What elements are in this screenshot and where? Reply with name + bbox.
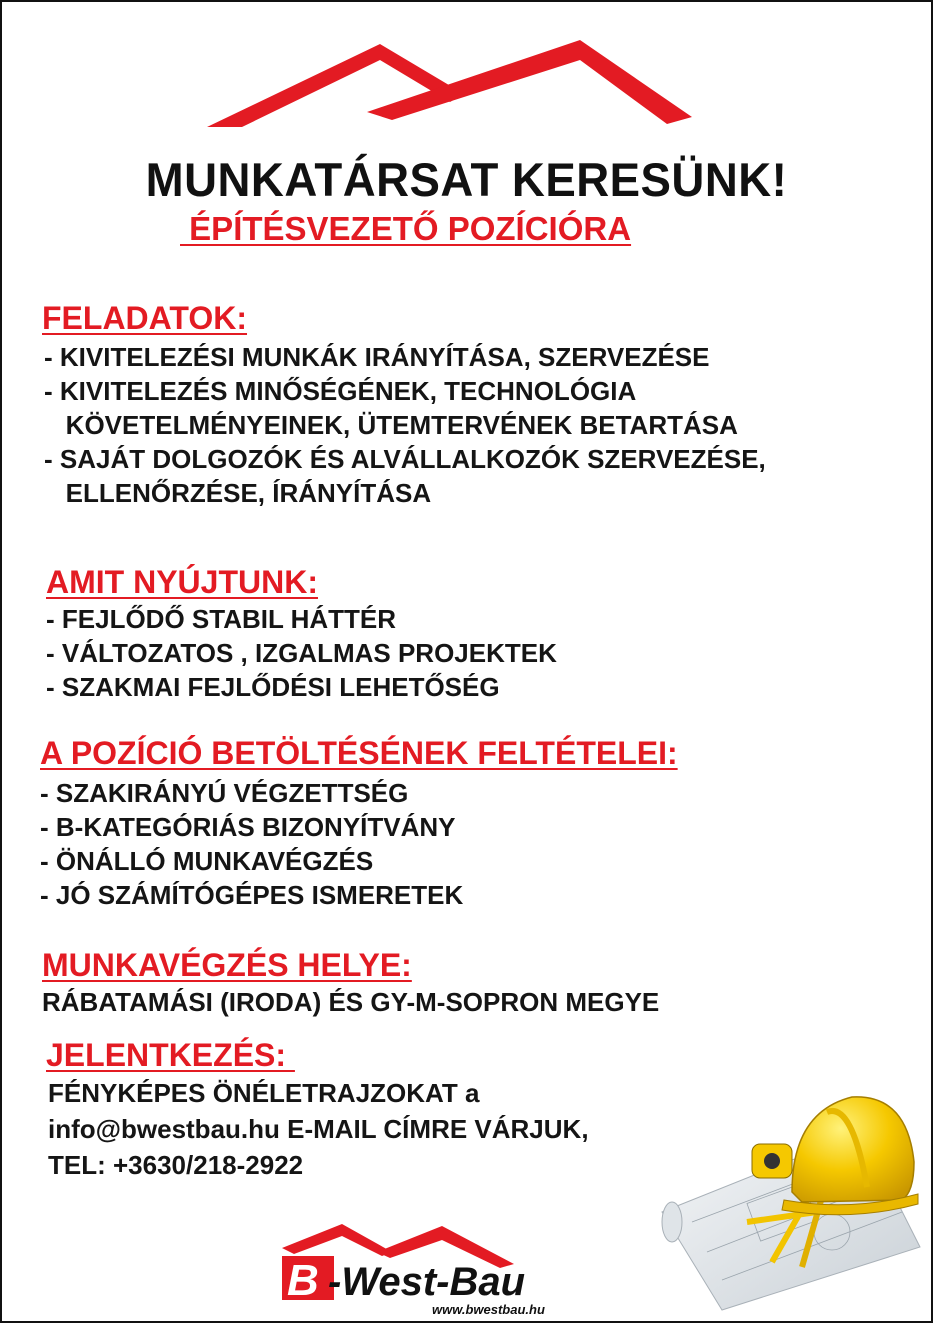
location-heading: MUNKAVÉGZÉS HELYE: (42, 947, 412, 983)
list-item: - SZAKIRÁNYÚ VÉGZETTSÉG (40, 778, 409, 808)
company-logo (282, 1222, 592, 1317)
list-item: - JÓ SZÁMÍTÓGÉPES ISMERETEK (40, 880, 464, 910)
apply-text: FÉNYKÉPES ÖNÉLETRAJZOKAT a (48, 1078, 480, 1108)
tasks-heading: FELADATOK: (42, 300, 248, 336)
contact-phone: TEL: +3630/218-2922 (48, 1150, 304, 1180)
offer-heading: AMIT NYÚJTUNK: (46, 564, 318, 600)
helmet-blueprint-illustration (652, 1072, 922, 1312)
apply-heading: JELENTKEZÉS: (46, 1037, 295, 1073)
list-item: - VÁLTOZATOS , IZGALMAS PROJEKTEK (46, 638, 557, 668)
list-item: ELLENŐRZÉSE, ÍRÁNYÍTÁSA (44, 478, 432, 508)
contact-email: info@bwestbau.hu E-MAIL CÍMRE VÁRJUK, (48, 1114, 589, 1144)
tasks-list (44, 340, 766, 510)
requirements-list (40, 776, 463, 912)
logo-name: -West-Bau (328, 1260, 526, 1304)
list-item: - FEJLŐDŐ STABIL HÁTTÉR (46, 604, 397, 634)
logo-letter: B (287, 1256, 319, 1305)
list-item: KÖVETELMÉNYEINEK, ÜTEMTERVÉNEK BETARTÁSA (44, 410, 738, 440)
offer-list (46, 602, 557, 704)
list-item: - SAJÁT DOLGOZÓK ÉS ALVÁLLALKOZÓK SZERVEZÉSE, (44, 444, 766, 474)
list-item: - ÖNÁLLÓ MUNKAVÉGZÉS (40, 846, 374, 876)
logo-url: www.bwestbau.hu (432, 1302, 545, 1317)
location-list (42, 985, 659, 1019)
page-title: MUNKATÁRSAT KERESÜNK! (145, 153, 788, 206)
requirements-heading: A POZÍCIÓ BETÖLTÉSÉNEK FELTÉTELEI: (40, 735, 678, 771)
list-item: - SZAKMAI FEJLŐDÉSI LEHETŐSÉG (46, 672, 500, 702)
roof-logo-graphic (202, 32, 702, 132)
list-item: - KIVITELEZÉS MINŐSÉGÉNEK, TECHNOLÓGIA (44, 376, 637, 406)
list-item: - KIVITELEZÉSI MUNKÁK IRÁNYÍTÁSA, SZERVEZÉSE (44, 342, 710, 372)
location-text: RÁBATAMÁSI (IRODA) ÉS GY-M-SOPRON MEGYE (42, 987, 660, 1017)
position-subtitle: ÉPÍTÉSVEZETŐ POZÍCIÓRA (180, 210, 632, 247)
apply-list (48, 1075, 589, 1183)
list-item: - B-KATEGÓRIÁS BIZONYÍTVÁNY (40, 812, 456, 842)
